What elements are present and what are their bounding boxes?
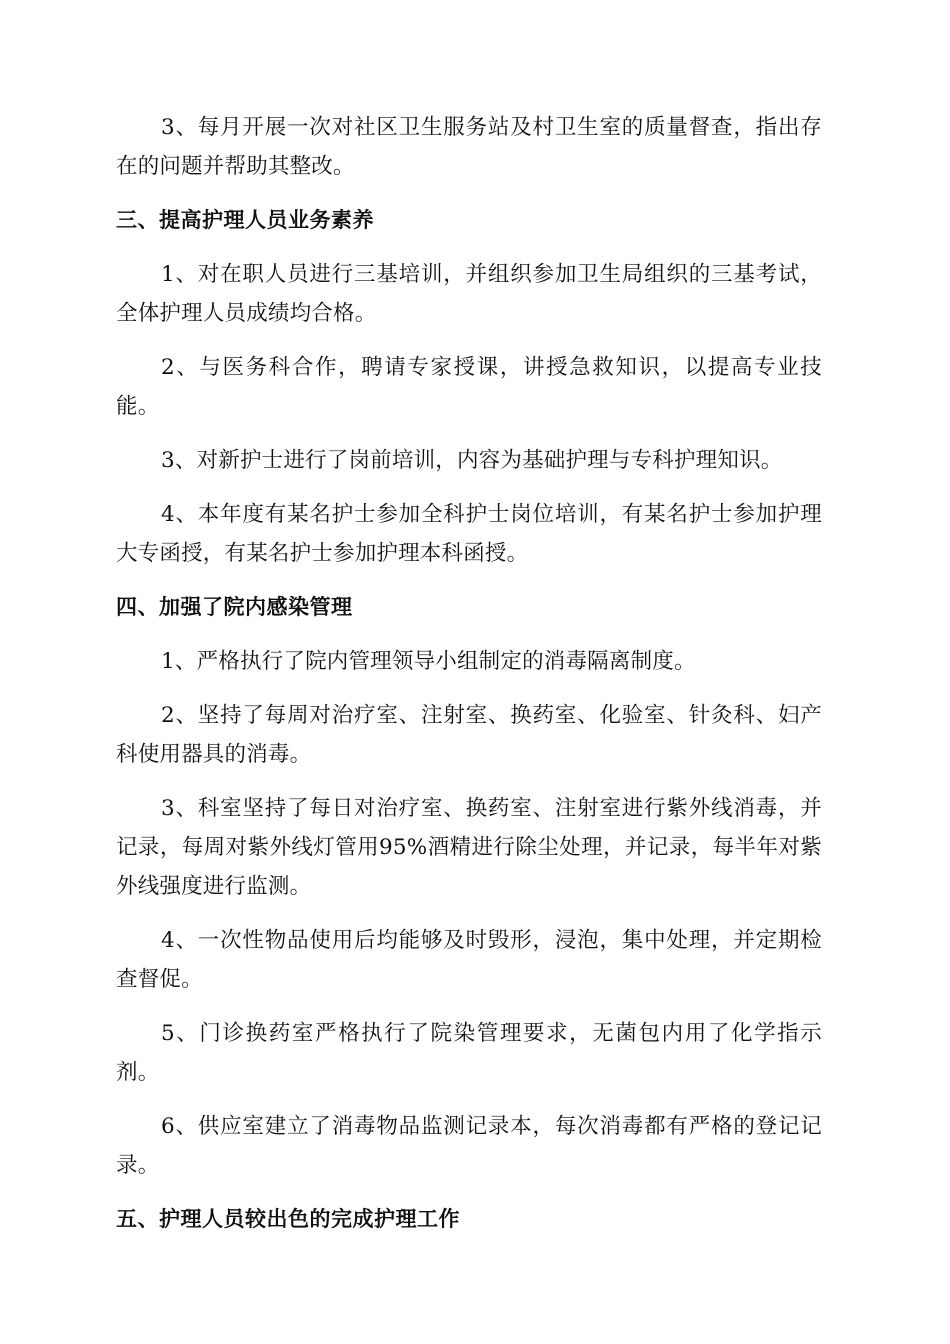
document-page: [116, 108, 822, 1239]
paragraph-uv-disinfection: 3、科室坚持了每日对治疗室、换药室、注射室进行紫外线消毒，并记录，每周对紫外线灯管用95%酒精进行除尘处理，并记录，每半年对紫外线强度进行监测。: [116, 796, 822, 899]
section-heading-5: 五、护理人员较出色的完成护理工作: [116, 1207, 460, 1231]
paragraph-dressing-room: 5、门诊换药室严格执行了院染管理要求，无菌包内用了化学指示剂。: [116, 1021, 822, 1085]
paragraph-training: 1、对在职人员进行三基培训，并组织参加卫生局组织的三基考试，全体护理人员成绩均合格。: [116, 262, 822, 326]
paragraph-further-education: 4、本年度有某名护士参加全科护士岗位培训，有某名护士参加护理大专函授，有某名护士参加护理本科函授。: [116, 502, 822, 566]
paragraph-disposable-items: 4、一次性物品使用后均能够及时毁形，浸泡，集中处理，并定期检查督促。: [116, 928, 822, 992]
paragraph-monthly-supervision: 3、每月开展一次对社区卫生服务站及村卫生室的质量督查，指出存在的问题并帮助其整改。: [116, 115, 822, 179]
paragraph-expert-lectures: 2、与医务科合作，聘请专家授课，讲授急救知识，以提高专业技能。: [116, 355, 822, 419]
paragraph-supply-room: 6、供应室建立了消毒物品监测记录本，每次消毒都有严格的登记记录。: [116, 1114, 822, 1178]
section-heading-4: 四、加强了院内感染管理: [116, 595, 353, 619]
paragraph-new-nurse-training: 3、对新护士进行了岗前培训，内容为基础护理与专科护理知识。: [161, 448, 783, 473]
paragraph-weekly-disinfection: 2、坚持了每周对治疗室、注射室、换药室、化验室、针灸科、妇产科使用器具的消毒。: [116, 703, 822, 767]
paragraph-disinfection-system: 1、严格执行了院内管理领导小组制定的消毒隔离制度。: [161, 649, 696, 674]
section-heading-3: 三、提高护理人员业务素养: [116, 208, 374, 232]
